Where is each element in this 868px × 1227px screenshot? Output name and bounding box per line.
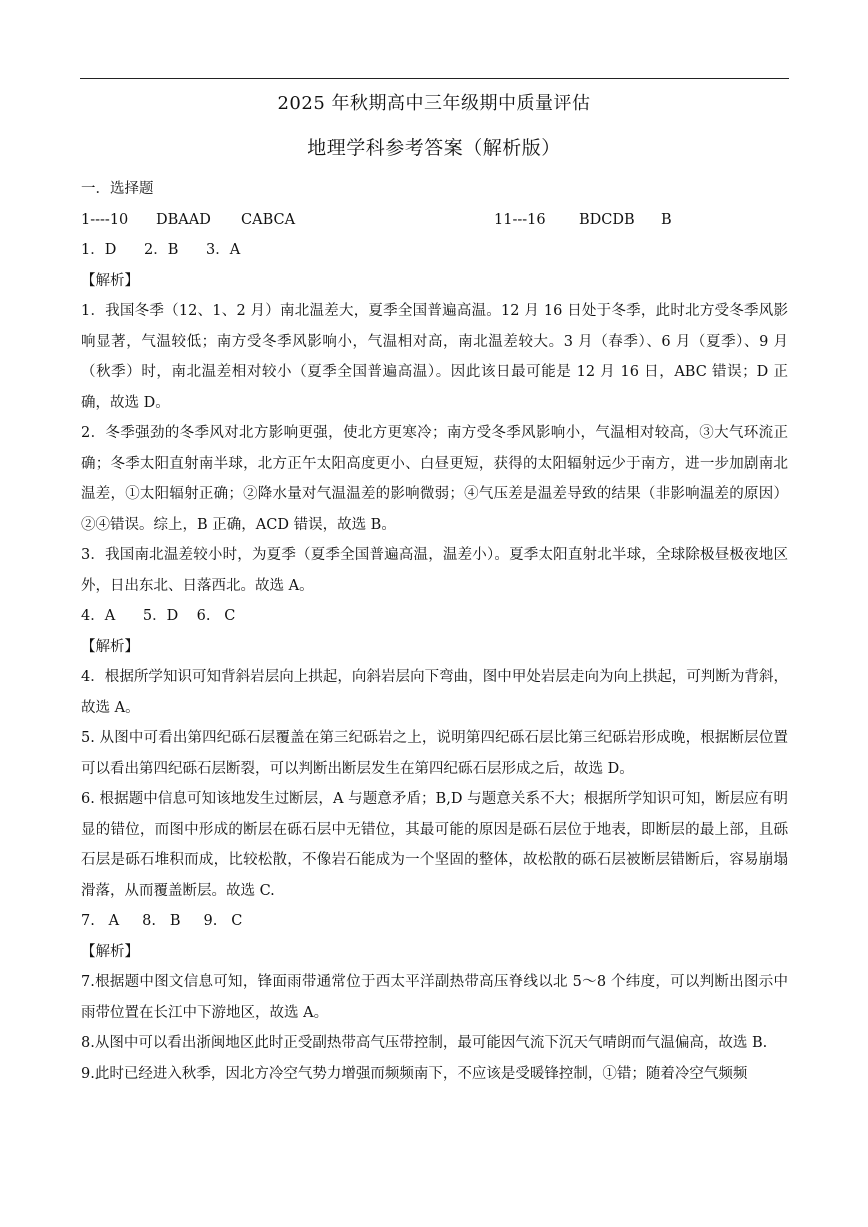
answer-key-row: 1----10 DBAAD CABCA 11---16 BDCDB B [81,205,788,236]
analysis-label: 【解析】 [81,272,139,289]
answer-key-range-2: 11---16 [494,211,546,228]
answer-key-group-1: DBAAD [156,211,211,228]
page-title: 2025 年秋期高中三年级期中质量评估 [277,93,591,114]
analysis-paragraph: 6. 根据题中信息可知该地发生过断层，A 与题意矛盾；B,D 与题意关系不大；根据所学知识可知，断层应有明显的错位，而图中形成的断层在砾石层中无错位，其最可能的原因是砾石层位于地表，即断层的最上部，且砾石层是砾石堆积而成，比较松散，不像岩石能成为一个坚固的整体，故松散的砾石层被断层错断后，容易崩塌滑落，从而覆盖断层。故选 C. [81,791,788,899]
answer-key-group-3: BDCDB [579,211,635,228]
analysis-label: 【解析】 [81,638,139,655]
answer-key-range-1: 1----10 [81,211,129,228]
analysis-paragraph: 5. 从图中可看出第四纪砾石层覆盖在第三纪砾岩之上，说明第四纪砾石层比第三纪砾岩形成晚，根据断层位置可以看出第四纪砾石层断裂，可以判断出断层发生在第四纪砾石层形成之后，故选 D。 [81,730,788,777]
answers-line: 1．D 2．B 3．A [81,242,241,258]
answer-key-group-2: CABCA [241,211,296,228]
header-rule [80,78,789,79]
page-subtitle: 地理学科参考答案（解析版） [307,137,561,159]
analysis-paragraph: 2．冬季强劲的冬季风对北方影响更强，使北方更寒冷；南方受冬季风影响小，气温相对较高，③大气环流正确；冬季太阳直射南半球，北方正午太阳高度更小、白昼更短，获得的太阳辐射远少于南方，进一步加剧南北温差，①太阳辐射正确；②降水量对气温温差的影响微弱；④气压差是温差导致的结果（非影响温差的原因）②④错误。综上，B 正确，ACD 错误，故选 B。 [81,425,788,533]
analysis-paragraph: 8.从图中可以看出浙闽地区此时正受副热带高气压带控制，最可能因气流下沉天气晴朗而气温偏高，故选 B. [81,1035,768,1051]
analysis-paragraph: 3．我国南北温差较小时，为夏季（夏季全国普遍高温，温差小）。夏季太阳直射北半球，全球除极昼极夜地区外，日出东北、日落西北。故选 A。 [81,547,788,594]
analysis-label: 【解析】 [81,943,139,960]
analysis-paragraph: 7.根据题中图文信息可知，锋面雨带通常位于西太平洋副热带高压脊线以北 5～8 个纬度，可以判断出图示中雨带位置在长江中下游地区，故选 A。 [81,974,788,1021]
section-heading: 一．选择题 [81,181,154,197]
answers-line: 4．A 5．D 6. C [81,608,236,624]
analysis-paragraph: 4．根据所学知识可知背斜岩层向上拱起，向斜岩层向下弯曲，图中甲处岩层走向为向上拱起，可判断为背斜，故选 A。 [81,669,788,716]
answers-line: 7. A 8. B 9. C [81,913,243,929]
analysis-paragraph: 1．我国冬季（12、1、2 月）南北温差大，夏季全国普遍高温。12 月 16 日处于冬季，此时北方受冬季风影响显著，气温较低；南方受冬季风影响小，气温相对高，南北温差较大。3 月（春季）、6 月（夏季）、9 月（秋季）时，南北温差相对较小（夏季全国普遍高温）。因此该日最可能是 12 月 16 日，ABC 错误；D 正确，故选 D。 [81,303,788,411]
analysis-paragraph: 9.此时已经进入秋季，因北方冷空气势力增强而频频南下，不应该是受暖锋控制，①错；随着冷空气频频 [81,1065,748,1082]
answer-content [81,174,788,1089]
